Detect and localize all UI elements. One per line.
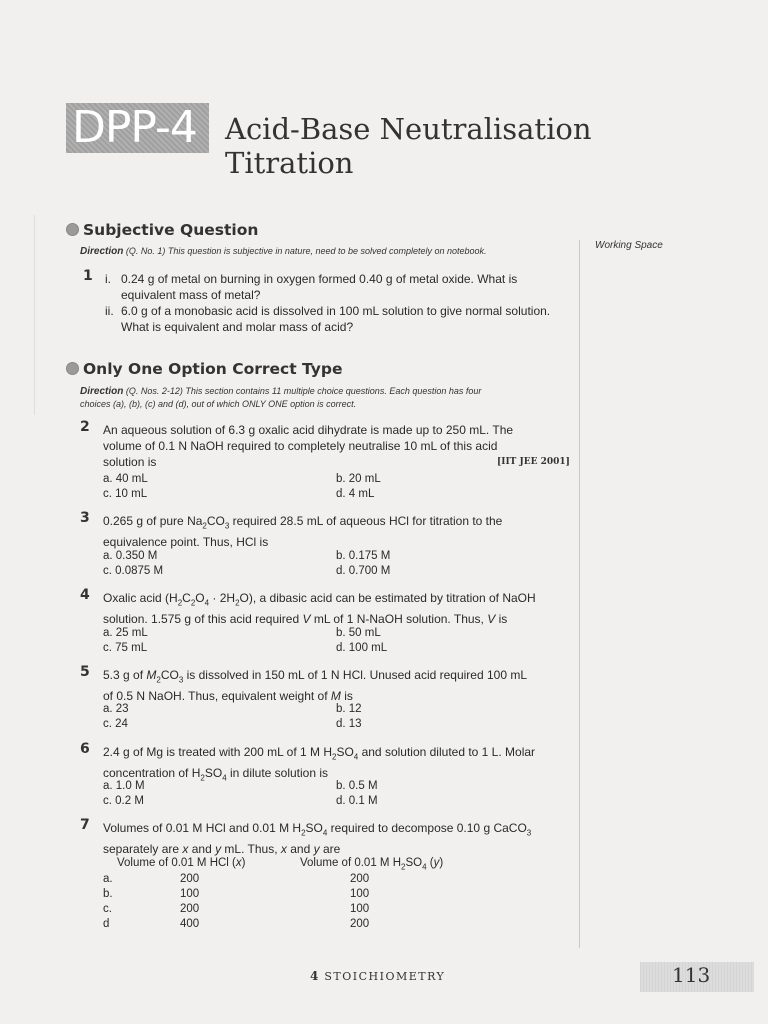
section-heading-single-correct: Only One Option Correct Type: [66, 360, 342, 378]
section-heading-subjective: Subjective Question: [66, 221, 258, 239]
question-number: 2: [80, 419, 90, 435]
question-number: 3: [80, 510, 90, 526]
option-a: a. 40 mL: [103, 473, 148, 485]
table-cell-x: 100: [180, 888, 200, 900]
option-c: c. 10 mL: [103, 488, 148, 500]
question-3: 0.265 g of pure $Na_2CO_3$ required 28.5 mL of aqueous HCl for titration to the equivalence point. Thus, HCl is: [103, 514, 503, 550]
page-number: 113: [672, 963, 711, 987]
option-a: a. 25 mL: [103, 627, 148, 639]
table-cell-x: 200: [180, 873, 200, 885]
table-cell-y: 100: [350, 888, 370, 900]
option-a: a. 1.0 M: [103, 780, 145, 792]
direction-subjective: Direction (Q. No. 1) This question is subjective in nature, need to be solved completely on notebook.: [80, 246, 487, 257]
option-c: c. 0.0875 M: [103, 565, 164, 577]
option-b: b. 0.5 M: [336, 780, 378, 792]
question-number: 1: [83, 268, 93, 284]
option-b: b. 20 mL: [336, 473, 381, 485]
table-row-label: a.: [103, 873, 113, 885]
dpp-badge: DPP-4: [66, 103, 209, 153]
table-header-x: Volume of 0.01 M HCl (x): [117, 857, 246, 869]
question-2: An aqueous solution of 6.3 g oxalic acid dihydrate is made up to 250 mL. The volume of 0.1 N NaOH required to completely neutralise 10 mL of this acid solution is: [103, 423, 514, 469]
table-row-label: b.: [103, 888, 113, 900]
table-header-y: Volume of 0.01 M $H_2SO_4$ (y): [300, 857, 444, 872]
option-d: d. 0.700 M: [336, 565, 391, 577]
option-a: a. 23: [103, 703, 129, 715]
option-b: b. 0.175 M: [336, 550, 391, 562]
direction-single-correct: Direction (Q. Nos. 2-12) This section contains 11 multiple choice questions. Each question has four choices (a), (b), (c) and (d), out of which ONLY ONE option is correct.: [80, 386, 482, 409]
section-bullet-icon: [66, 362, 79, 375]
section-bullet-icon: [66, 223, 79, 236]
margin-line: [34, 215, 35, 415]
option-c: c. 0.2 M: [103, 795, 144, 807]
table-cell-x: 200: [180, 903, 200, 915]
option-a: a. 0.350 M: [103, 550, 158, 562]
table-cell-y: 200: [350, 918, 370, 930]
table-cell-x: 400: [180, 918, 200, 930]
chapter-title-line2: Titration: [225, 146, 354, 180]
option-d: d. 0.1 M: [336, 795, 378, 807]
question-7: Volumes of 0.01 M HCl and 0.01 M $H_2SO_4$ required to decompose 0.10 g CaCO$_3$ separately are x and y mL. Thus, x and y are: [103, 821, 532, 857]
question-4: Oxalic acid $(H_2C_2O_4 \cdot 2H_2O)$, a dibasic acid can be estimated by titration of NaOH solution. 1.575 g of this acid required V mL of 1 N-NaOH solution. Thus, V is: [103, 591, 536, 627]
working-space-label: Working Space: [595, 240, 663, 251]
question-number: 6: [80, 741, 90, 757]
question-6: 2.4 g of Mg is treated with 200 mL of 1 M $H_2SO_4$ and solution diluted to 1 L. Molar concentration of $H_2SO_4$ in dilute solution is: [103, 745, 536, 783]
question-number: 4: [80, 587, 90, 603]
chapter-title-line1: Acid-Base Neutralisation: [225, 112, 592, 146]
chapter-title: [225, 112, 592, 180]
option-d: d. 13: [336, 718, 362, 730]
question-1: i. 0.24 g of metal on burning in oxygen formed 0.40 g of metal oxide. What is equivalent mass of metal? ii. 6.0 g of a monobasic acid is dissolved in 100 mL solution to give normal solution. What is equivalent and molar mass of acid?: [105, 272, 551, 334]
option-c: c. 24: [103, 718, 128, 730]
exam-reference: [IIT JEE 2001]: [497, 457, 570, 467]
option-d: d. 4 mL: [336, 488, 375, 500]
question-number: 5: [80, 664, 90, 680]
working-space-divider: [579, 240, 580, 948]
option-c: c. 75 mL: [103, 642, 148, 654]
option-b: b. 12: [336, 703, 362, 715]
table-row-label: d: [103, 918, 110, 930]
question-5: 5.3 g of $M_2CO_3$ is dissolved in 150 mL of 1 N HCl. Unused acid required 100 mL of 0.5 N NaOH. Thus, equivalent weight of M is: [103, 668, 528, 704]
table-row-label: c.: [103, 903, 112, 915]
running-footer: 4 STOICHIOMETRY: [310, 969, 446, 983]
question-number: 7: [80, 817, 90, 833]
table-cell-y: 200: [350, 873, 370, 885]
option-d: d. 100 mL: [336, 642, 388, 654]
option-b: b. 50 mL: [336, 627, 381, 639]
table-cell-y: 100: [350, 903, 370, 915]
